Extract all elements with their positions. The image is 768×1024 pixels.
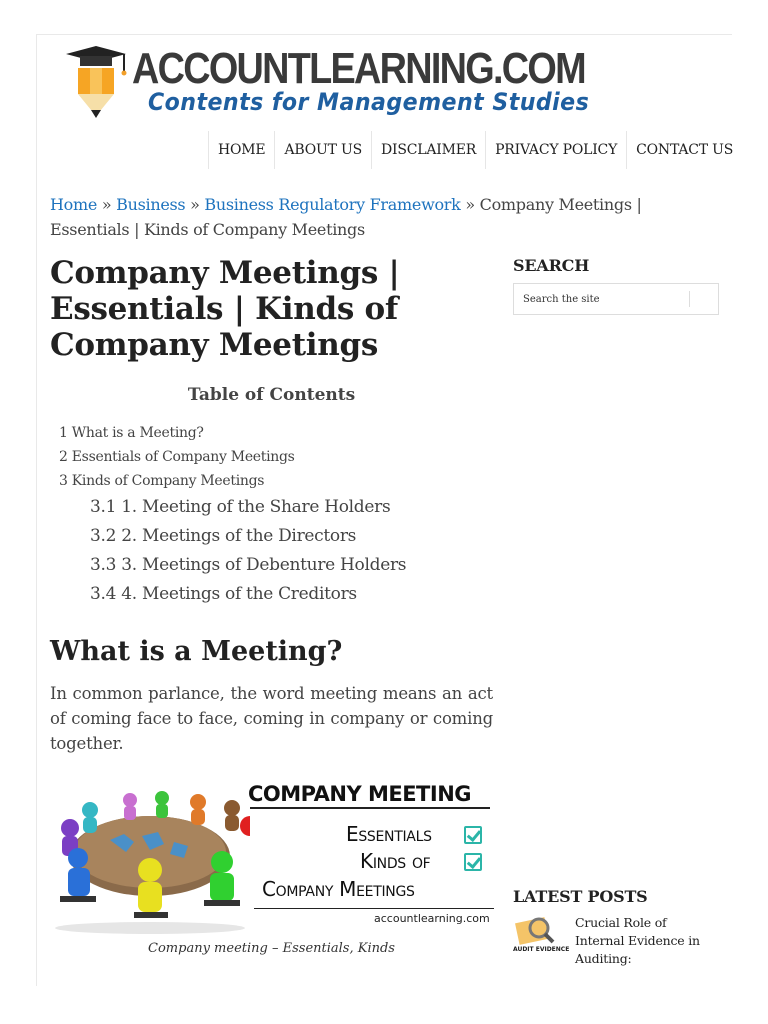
toc-item	[50, 445, 493, 469]
logo-tagline: Contents for Management Studies	[148, 88, 590, 116]
figure-item-essentials: Essentials	[346, 822, 432, 846]
logo-text: ACCOUNTLEARNING.COM	[132, 44, 585, 93]
nav-disclaimer[interactable]: DISCLAIMER	[371, 131, 485, 169]
latest-post-title[interactable]: Crucial Role of Internal Evidence in Auditing:	[575, 915, 700, 966]
toc-link-essentials[interactable]: Essentials of Company Meetings	[71, 449, 295, 465]
search-button[interactable]	[690, 284, 718, 314]
toc-link-debenture-holders[interactable]: 3. Meetings of Debenture Holders	[121, 555, 407, 575]
toc-item	[50, 469, 493, 493]
nav-home[interactable]: HOME	[208, 131, 274, 169]
toc-number: 3	[59, 473, 68, 489]
toc-number: 3.2	[90, 526, 117, 546]
breadcrumb-home[interactable]: Home	[50, 195, 98, 214]
toc-sub-item	[50, 493, 493, 522]
toc-sub-item	[50, 551, 493, 580]
toc-number: 2	[59, 449, 68, 465]
toc-sub-item	[50, 580, 493, 609]
latest-posts-widget	[513, 887, 719, 968]
nav-about-us[interactable]: ABOUT US	[274, 131, 371, 169]
main-nav	[208, 131, 742, 169]
figure-item-company-meetings: Company Meetings	[262, 877, 415, 901]
nav-privacy-policy[interactable]: PRIVACY POLICY	[485, 131, 626, 169]
toc-number: 3.4	[90, 584, 117, 604]
page-title: Company Meetings | Essentials | Kinds of Company Meetings	[50, 255, 400, 363]
toc-number: 1	[59, 425, 68, 441]
toc-item	[50, 421, 493, 445]
toc-link-what-is-a-meeting[interactable]: What is a Meeting?	[71, 425, 204, 441]
figure-caption: Company meeting – Essentials, Kinds	[148, 941, 395, 956]
toc-link-kinds[interactable]: Kinds of Company Meetings	[71, 473, 265, 489]
toc-title: Table of Contents	[187, 385, 356, 405]
latest-posts-title: LATEST POSTS	[513, 887, 648, 906]
article-paragraph: In common parlance, the word meeting means an act of coming face to face, coming in company or coming together.	[50, 684, 493, 753]
graduation-pencil-icon	[62, 44, 130, 122]
site-logo[interactable]	[62, 44, 590, 124]
checkbox-icon	[464, 853, 482, 871]
search-box	[513, 283, 719, 315]
figure-divider	[254, 908, 494, 909]
figure-title: COMPANY MEETING	[248, 782, 472, 806]
figure-item-kinds-of: Kinds of	[360, 849, 431, 873]
search-input[interactable]	[514, 284, 689, 314]
search-widget-title: SEARCH	[513, 256, 590, 275]
post-thumbnail[interactable]	[513, 914, 570, 954]
sidebar	[513, 256, 719, 315]
breadcrumb-separator: »	[465, 195, 475, 214]
figure-divider	[250, 807, 490, 809]
table-of-contents	[50, 421, 493, 609]
toc-link-creditors[interactable]: 4. Meetings of the Creditors	[121, 584, 357, 604]
company-meeting-image	[50, 778, 493, 958]
article	[50, 255, 493, 756]
toc-number: 3.3	[90, 555, 117, 575]
breadcrumb-business[interactable]: Business	[116, 195, 186, 214]
breadcrumb	[50, 192, 650, 242]
toc-link-share-holders[interactable]: 1. Meeting of the Share Holders	[121, 497, 391, 517]
meeting-table-illustration	[50, 778, 250, 938]
breadcrumb-separator: »	[101, 195, 112, 214]
toc-number: 3.1	[90, 497, 117, 517]
toc-sub-item	[50, 522, 493, 551]
post-thumbnail-label: AUDIT EVIDENCE	[513, 946, 570, 953]
toc-link-directors[interactable]: 2. Meetings of the Directors	[121, 526, 357, 546]
figure-url: accountlearning.com	[374, 912, 490, 925]
section-heading: What is a Meeting?	[50, 636, 343, 667]
nav-contact-us[interactable]: CONTACT US	[626, 131, 742, 169]
breadcrumb-current: Company Meetings | Essentials | Kinds of Company Meetings	[50, 195, 642, 239]
breadcrumb-business-regulatory-framework[interactable]: Business Regulatory Framework	[204, 195, 461, 214]
checkbox-icon	[464, 826, 482, 844]
breadcrumb-separator: »	[190, 195, 200, 214]
latest-post-item[interactable]	[513, 914, 719, 968]
